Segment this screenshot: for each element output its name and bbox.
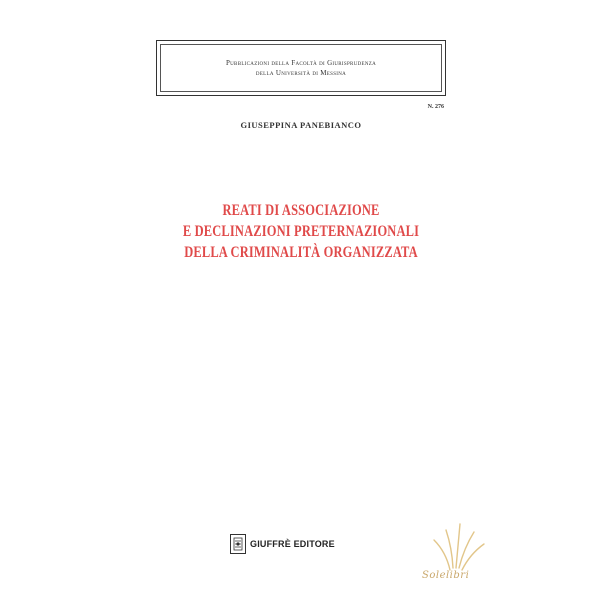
series-box <box>156 40 446 96</box>
publisher-name: GIUFFRÈ EDITORE <box>250 539 335 549</box>
title-line-3: DELLA CRIMINALITÀ ORGANIZZATA <box>184 244 418 261</box>
volume-number: N. 276 <box>427 104 444 110</box>
solelibri-watermark <box>420 518 496 588</box>
solelibri-text: Solelibri <box>422 570 470 581</box>
book-title <box>140 200 462 263</box>
title-line-1: REATI DI ASSOCIAZIONE <box>222 202 380 219</box>
series-box-inner <box>160 44 442 92</box>
author-name: GIUSEPPINA PANEBIANCO <box>240 120 362 130</box>
series-line-2: della Università di Messina <box>255 69 347 77</box>
book-cover <box>140 0 462 600</box>
publisher-mark-icon <box>230 534 246 554</box>
title-line-2: E DECLINAZIONI PRETERNAZIONALI <box>182 223 420 240</box>
publisher <box>230 534 335 554</box>
series-line-1: Pubblicazioni della Facoltà di Giurisprudenza <box>225 59 377 67</box>
sun-rays-icon <box>420 518 496 574</box>
